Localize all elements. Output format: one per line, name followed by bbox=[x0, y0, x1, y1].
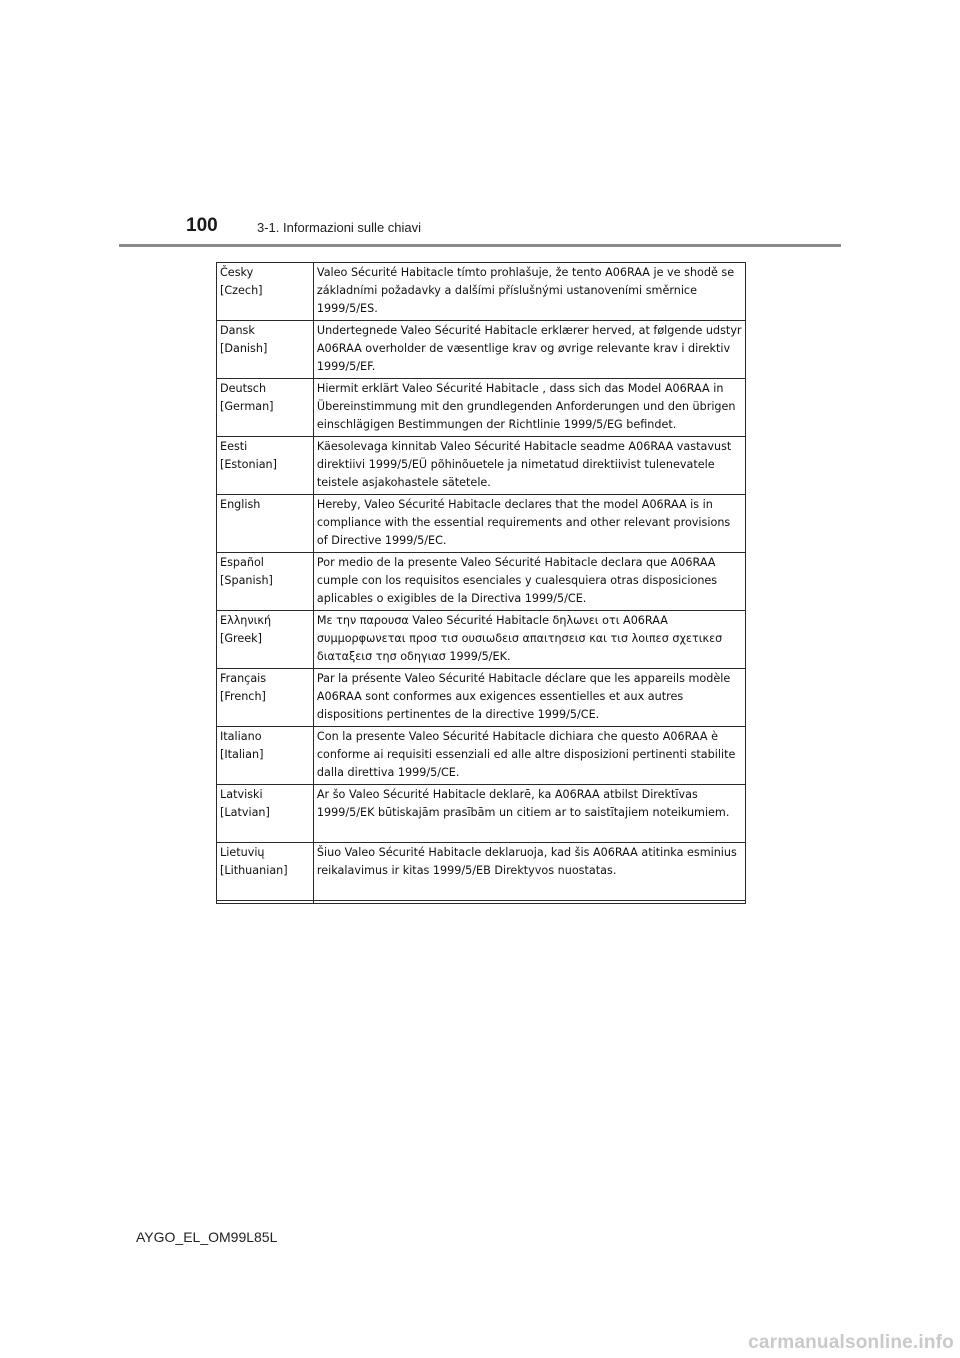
declaration-cell bbox=[313, 495, 745, 553]
declaration-text: Käesolevaga kinnitab Valeo Sécurité Habitacle seadme A06RAA vastavust direktiivi 1999/5/EÜ põhinõuetele ja nimetatud direktiivist tulenevatele teistele asjakohastele sätetele. bbox=[316, 440, 732, 490]
declaration-cell bbox=[313, 727, 745, 785]
language-name: Français bbox=[220, 672, 267, 685]
declaration-text: Hiermit erklärt Valeo Sécurité Habitacle , dass sich das Model A06RAA in Übereinstimmung mit den grundlegenden Anforderungen und den übrigen einschlägigen Bestimmungen der Richtlinie 1999/5/EG befindet. bbox=[316, 382, 736, 432]
declaration-cell bbox=[313, 553, 745, 611]
language-cell bbox=[217, 263, 314, 321]
header-divider bbox=[119, 244, 841, 247]
table-row bbox=[217, 321, 746, 379]
language-name: Ελληνική bbox=[220, 614, 272, 627]
language-cell bbox=[217, 611, 314, 669]
table-row bbox=[217, 553, 746, 611]
table-row bbox=[217, 843, 746, 901]
language-cell bbox=[217, 785, 314, 843]
table-row bbox=[217, 495, 746, 553]
table-row bbox=[217, 727, 746, 785]
declaration-cell bbox=[313, 263, 745, 321]
language-name: Lietuvių bbox=[220, 846, 265, 859]
table-row bbox=[217, 437, 746, 495]
language-english-name: [French] bbox=[220, 690, 266, 704]
watermark: carmanualsonline.info bbox=[748, 1332, 954, 1353]
language-cell bbox=[217, 669, 314, 727]
document-code: AYGO_EL_OM99L85L bbox=[136, 1229, 278, 1245]
declaration-cell bbox=[313, 843, 745, 901]
language-cell bbox=[217, 843, 314, 901]
table-row bbox=[217, 669, 746, 727]
declaration-cell bbox=[313, 785, 745, 843]
declaration-text: Par la présente Valeo Sécurité Habitacle déclare que les appareils modèle A06RAA sont conformes aux exigences essentielles et aux autres dispositions pertinentes de la directive 1999/5/CE. bbox=[316, 672, 731, 722]
language-cell bbox=[217, 437, 314, 495]
table-row bbox=[217, 611, 746, 669]
language-cell bbox=[217, 495, 314, 553]
language-name: Eesti bbox=[220, 440, 248, 453]
language-name: Česky bbox=[220, 266, 254, 279]
language-cell bbox=[217, 321, 314, 379]
language-name: Español bbox=[220, 556, 264, 569]
language-english-name: [Spanish] bbox=[220, 574, 273, 588]
language-name: Latviski bbox=[220, 788, 263, 801]
declaration-text: Por medio de la presente Valeo Sécurité Habitacle declara que A06RAA cumple con los requisitos esenciales y cualesquiera otras disposiciones aplicables o exigibles de la Directiva 1999/5/CE. bbox=[316, 556, 718, 606]
declaration-cell bbox=[313, 669, 745, 727]
page-number: 100 bbox=[186, 215, 218, 236]
declaration-cell bbox=[313, 321, 745, 379]
language-cell bbox=[217, 379, 314, 437]
table-row bbox=[217, 379, 746, 437]
page-header bbox=[0, 212, 960, 242]
table-row-empty bbox=[217, 901, 746, 904]
language-name: English bbox=[220, 498, 261, 511]
language-cell bbox=[217, 727, 314, 785]
language-name: Italiano bbox=[220, 730, 262, 743]
language-english-name: [German] bbox=[220, 400, 274, 414]
language-english-name: [Estonian] bbox=[220, 458, 278, 472]
empty-cell bbox=[217, 901, 314, 904]
section-title: 3-1. Informazioni sulle chiavi bbox=[257, 220, 422, 235]
language-name: Dansk bbox=[220, 324, 255, 337]
declaration-text: Valeo Sécurité Habitacle tímto prohlašuje, že tento A06RAA je ve shodě se základními požadavky a dalšími příslušnými ustanoveními směrnice 1999/5/ES. bbox=[316, 266, 735, 316]
table-row bbox=[217, 263, 746, 321]
declaration-table bbox=[216, 262, 746, 904]
declaration-text: Με την παρουσα Valeo Sécurité Habitacle δηλωνει οτι A06RAA συμμορφωνεται προσ τισ ουσιωδεισ απαιτησεισ και τισ λοιπεσ σχετικεσ διαταξεισ τησ οδηγιασ 1999/5/ΕΚ. bbox=[316, 614, 723, 664]
language-cell bbox=[217, 553, 314, 611]
declaration-cell bbox=[313, 379, 745, 437]
declaration-text: Undertegnede Valeo Sécurité Habitacle erklærer herved, at følgende udstyr A06RAA overholder de væsentlige krav og øvrige relevante krav i direktiv 1999/5/EF. bbox=[316, 324, 742, 374]
declaration-text: Ar šo Valeo Sécurité Habitacle deklarē, ka A06RAA atbilst Direktīvas 1999/5/EK būtiskajām prasībām un citiem ar to saistītajiem noteikumiem. bbox=[316, 788, 730, 820]
language-english-name: [Lithuanian] bbox=[220, 864, 288, 878]
language-english-name: [Italian] bbox=[220, 748, 264, 762]
language-name: Deutsch bbox=[220, 382, 267, 395]
language-english-name: [Latvian] bbox=[220, 806, 270, 820]
empty-cell bbox=[313, 901, 745, 904]
language-english-name: [Czech] bbox=[220, 284, 263, 298]
language-english-name: [Greek] bbox=[220, 632, 262, 646]
declaration-cell bbox=[313, 611, 745, 669]
declaration-text: Šiuo Valeo Sécurité Habitacle deklaruoja, kad šis A06RAA atitinka esminius reikalavimus ir kitas 1999/5/EB Direktyvos nuostatas. bbox=[316, 846, 737, 878]
declaration-text: Con la presente Valeo Sécurité Habitacle dichiara che questo A06RAA è conforme ai requisiti essenziali ed alle altre disposizioni pertinenti stabilite dalla direttiva 1999/5/CE. bbox=[316, 730, 736, 780]
declaration-text: Hereby, Valeo Sécurité Habitacle declares that the model A06RAA is in compliance with the essential requirements and other relevant provisions of Directive 1999/5/EC. bbox=[316, 498, 731, 548]
language-english-name: [Danish] bbox=[220, 342, 268, 356]
declaration-cell bbox=[313, 437, 745, 495]
table-row bbox=[217, 785, 746, 843]
